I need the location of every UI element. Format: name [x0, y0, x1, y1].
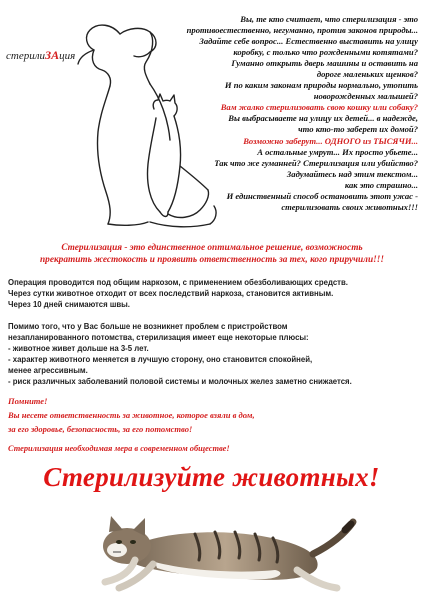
remember-heading: Помните!	[8, 396, 48, 406]
intro-line: дороге маленьких щенков?	[316, 69, 418, 80]
lying-cat-photo	[75, 500, 365, 596]
intro-line: противоестественно, негуманно, против законов природы...	[186, 25, 418, 36]
intro-line-highlight: Возможно заберут... ОДНОГО из ТЫСЯЧИ...	[243, 135, 418, 146]
intro-line: Вы выбрасываете на улицу их детей... в надежде,	[228, 113, 418, 124]
benefits-line: - животное живет дольше на 3-5 лет.	[8, 344, 149, 353]
remember-line: за его здоровье, безопасность, за его потомство!	[8, 424, 193, 434]
intro-line: коробку, с только что рожденными котятами?	[233, 47, 418, 58]
operation-info-line: Операция проводится под общим наркозом, с применением обезболивающих средств.	[8, 278, 348, 287]
benefits-line: - риск различных заболеваний половой системы и молочных желез заметно снижается.	[8, 377, 352, 386]
logo-part-1: стерили	[6, 50, 46, 62]
intro-line: Гуманно открыть дверь машины и оставить на	[231, 58, 418, 69]
main-statement	[8, 242, 416, 266]
main-statement-line-1: Стерилизация - это единственное оптимальное решение, возможность	[61, 243, 363, 253]
logo-part-za: ЗА	[45, 48, 60, 62]
intro-line: Вы, те кто считает, что стерилизация - это	[240, 14, 418, 24]
operation-info-line: Через 10 дней снимаются швы.	[8, 300, 130, 309]
intro-line: А остальные умрут... Их просто убьете...	[257, 146, 418, 157]
benefits-line: - характер животного меняется в лучшую сторону, оно становится спокойней,	[8, 355, 313, 364]
intro-line: новорожденных малышей?	[313, 91, 418, 102]
remember-line: Вы несете ответственность за животное, которое взяли в дом,	[8, 410, 255, 420]
operation-info-line: Через сутки животное отходит от всех последствий наркоза, становится активным.	[8, 289, 334, 298]
intro-line: Задумайтесь над этим текстом...	[286, 168, 418, 179]
necessity-statement: Стерилизация необходимая мера в современном обществе!	[8, 444, 230, 453]
intro-line: И единственный способ остановить этот ужас -	[226, 190, 418, 201]
main-statement-line-2: прекратить жестокость и проявить ответственность за тех, кого приручили!!!	[40, 255, 384, 265]
intro-line: И по каким законам природы нормально, утопить	[224, 80, 418, 91]
intro-line: стерилизовать своих животных!!!	[281, 201, 418, 212]
logo-part-3: ция	[59, 50, 76, 62]
intro-line: как это страшно...	[344, 179, 418, 190]
benefits-block	[8, 321, 352, 387]
remember-block	[8, 394, 418, 436]
intro-line-highlight: Вам жалко стерилизовать свою кошку или собаку?	[220, 102, 418, 113]
benefits-line: незапланированного потомства, стерилизация имеет еще некоторые плюсы:	[8, 333, 309, 342]
benefits-line: Помимо того, что у Вас больше не возникнет проблем с пристройством	[8, 322, 288, 331]
benefits-line: менее агрессивным.	[8, 366, 88, 375]
intro-line: что кто-то заберет их домой?	[298, 124, 418, 135]
operation-info-block	[8, 277, 348, 310]
intro-line: Задайте себе вопрос... Естественно выставить на улицу	[199, 36, 418, 47]
intro-line: Так что же гуманней? Стерилизация или убийство?	[214, 157, 418, 168]
intro-text-block	[150, 14, 418, 213]
call-to-action-heading: Стерилизуйте животных!	[43, 462, 380, 492]
